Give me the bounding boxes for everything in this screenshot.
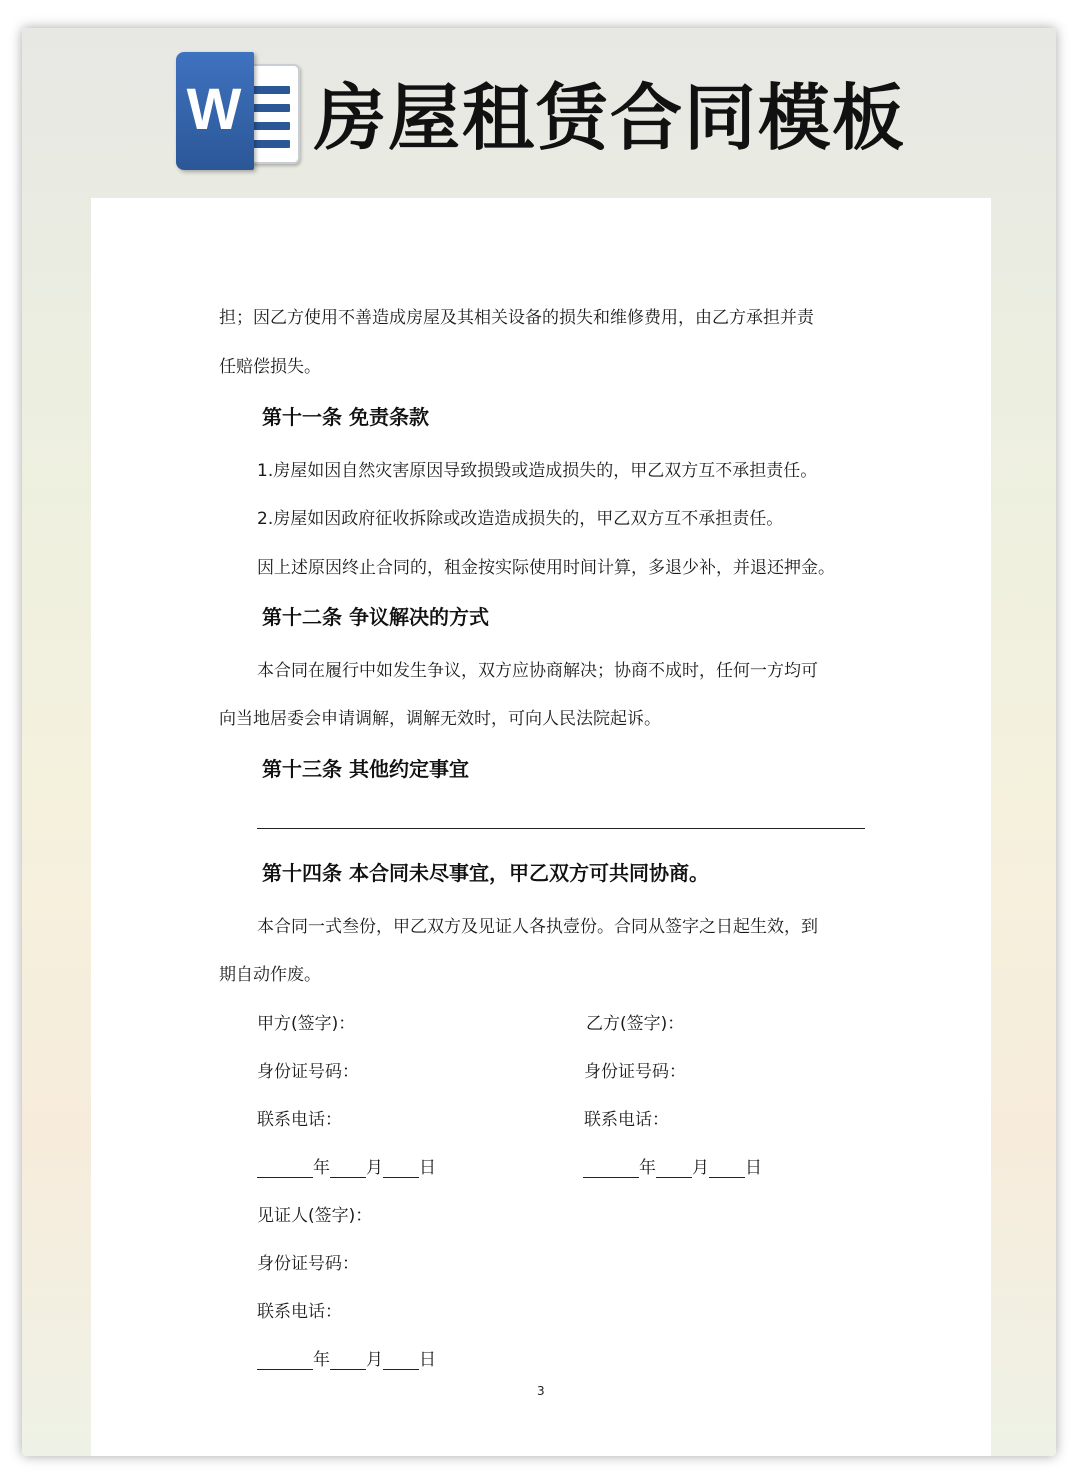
page-number: 3 — [537, 1384, 545, 1398]
party-a-signature: 甲方(签字)： — [257, 1014, 356, 1034]
witness-date: 年 月 日 — [257, 1345, 436, 1370]
paragraph-line: 2.房屋如因政府征收拆除或改造造成损失的，甲乙双方互不承担责任。 — [257, 509, 784, 529]
article-heading: 第十四条 本合同未尽事宜，甲乙双方可共同协商。 — [262, 861, 709, 885]
party-b-signature: 乙方(签字)： — [586, 1014, 685, 1034]
paragraph-line: 任赔偿损失。 — [219, 357, 321, 377]
paragraph-line: 因上述原因终止合同的，租金按实际使用时间计算，多退少补，并退还押金。 — [257, 558, 835, 578]
word-logo-icon — [176, 52, 300, 172]
document-page — [91, 198, 991, 1456]
witness-id: 身份证号码： — [257, 1254, 359, 1274]
paragraph-line: 担；因乙方使用不善造成房屋及其相关设备的损失和维修费用，由乙方承担并责 — [219, 308, 814, 328]
paragraph-line: 向当地居委会申请调解，调解无效时，可向人民法院起诉。 — [219, 709, 661, 729]
party-a-phone: 联系电话： — [257, 1110, 342, 1130]
witness-phone: 联系电话： — [257, 1302, 342, 1322]
header — [176, 52, 906, 172]
paragraph-line: 1.房屋如因自然灾害原因导致损毁或造成损失的，甲乙双方互不承担责任。 — [257, 461, 818, 481]
article-heading: 第十三条 其他约定事宜 — [262, 757, 469, 781]
blank-line — [257, 828, 865, 829]
party-b-phone: 联系电话： — [584, 1110, 669, 1130]
article-heading: 第十一条 免责条款 — [262, 405, 429, 429]
party-b-date: 年 月 日 — [583, 1153, 762, 1178]
witness-signature: 见证人(签字)： — [257, 1206, 373, 1226]
party-a-date: 年 月 日 — [257, 1153, 436, 1178]
logo-letter: W — [186, 77, 242, 142]
party-b-id: 身份证号码： — [584, 1062, 686, 1082]
party-a-id: 身份证号码： — [257, 1062, 359, 1082]
paragraph-line: 本合同一式叁份，甲乙双方及见证人各执壹份。合同从签字之日起生效，到 — [257, 917, 818, 937]
paragraph-line: 期自动作废。 — [219, 965, 321, 985]
article-heading: 第十二条 争议解决的方式 — [262, 605, 489, 629]
page-title: 房屋租赁合同模板 — [314, 76, 907, 160]
paragraph-line: 本合同在履行中如发生争议，双方应协商解决；协商不成时，任何一方均可 — [257, 661, 818, 681]
